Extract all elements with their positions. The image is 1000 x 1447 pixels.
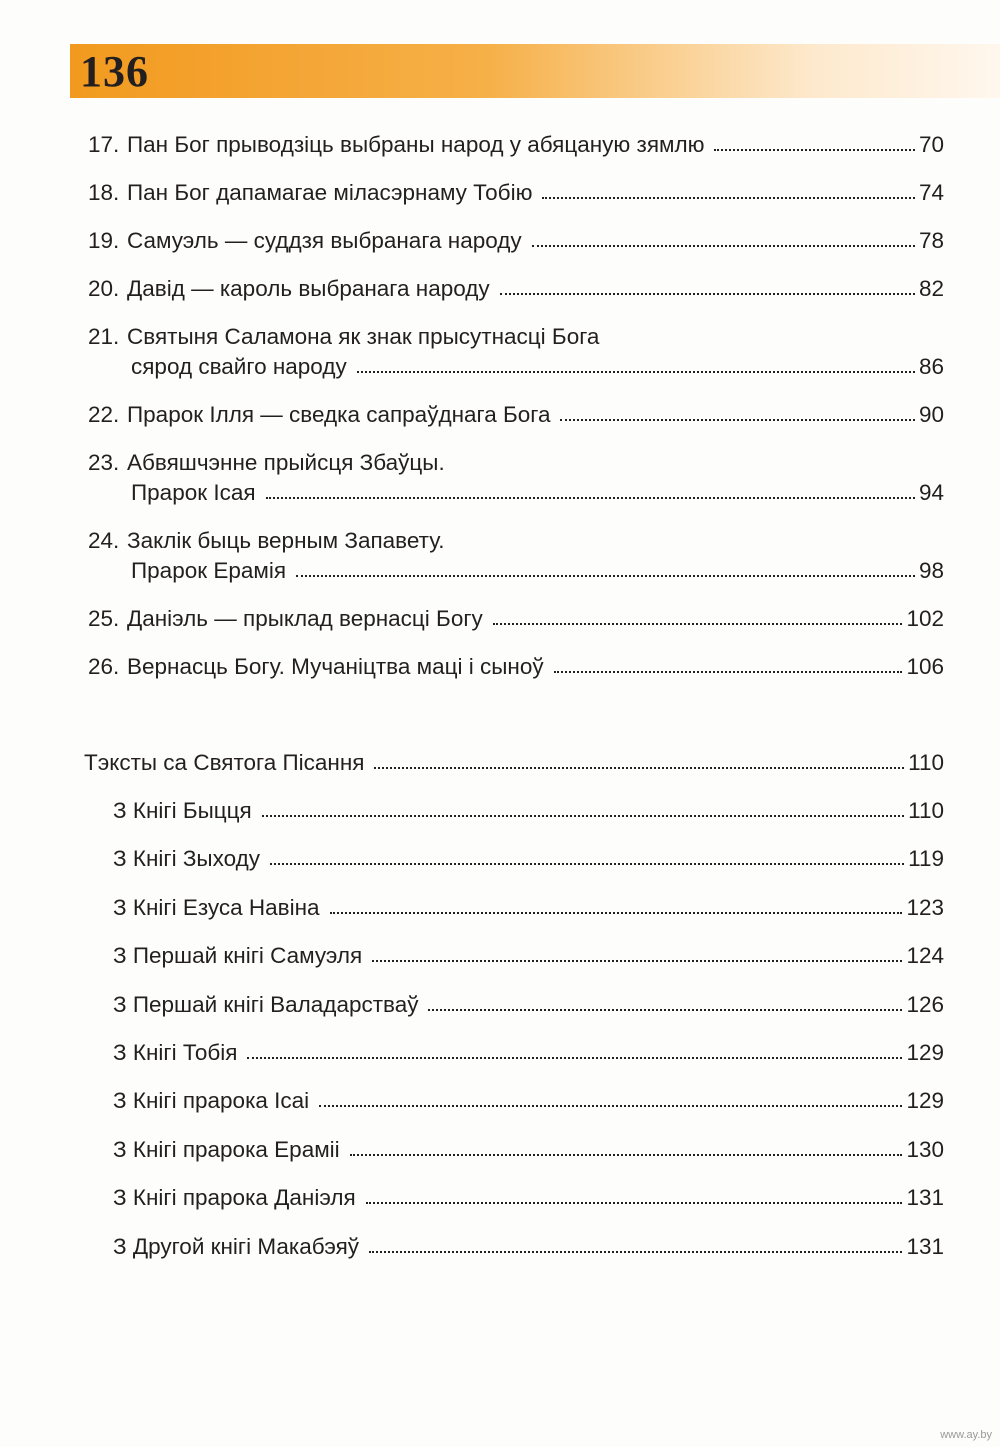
toc-item-title: З Другой кнігі Макабэяў xyxy=(113,1233,360,1259)
toc-item-title: З Першай кнігі Валадарстваў xyxy=(113,991,419,1017)
toc-subitem xyxy=(0,941,1000,971)
toc-subitem xyxy=(0,1038,1000,1068)
toc-item xyxy=(0,528,1000,586)
toc-subitem xyxy=(0,844,1000,874)
toc-item-title: Давід — кароль выбранага народу xyxy=(127,276,490,301)
toc-dot-leader xyxy=(266,497,915,499)
toc-item-page-number: 102 xyxy=(906,606,944,631)
toc-item-title: Даніэль — прыклад вернасці Богу xyxy=(127,606,483,631)
toc-item-number: 19. xyxy=(88,228,120,253)
toc-item-number: 25. xyxy=(88,606,120,631)
toc-dot-leader xyxy=(330,912,903,914)
toc-dot-leader xyxy=(270,863,904,865)
toc-item-title: Вернасць Богу. Мучаніцтва маці і сыноў xyxy=(127,654,544,679)
toc-item-page-number: 129 xyxy=(906,1088,944,1114)
toc-item-page-number: 78 xyxy=(918,228,944,253)
page-header-bar xyxy=(70,44,1000,98)
toc-item-title: Пан Бог дапамагае міласэрнаму Тобію xyxy=(127,180,533,205)
toc-subitem xyxy=(0,893,1000,923)
toc-item-page-number: 124 xyxy=(906,943,944,969)
watermark-text: www.ay.by xyxy=(940,1429,992,1441)
toc-item-page-number: 130 xyxy=(906,1136,944,1162)
toc-item-page-number: 70 xyxy=(918,132,944,157)
toc-item xyxy=(0,274,1000,304)
toc-item-page-number: 98 xyxy=(918,558,944,583)
toc-item-title: Тэксты са Святога Пісання xyxy=(84,750,365,775)
toc-item-number: 17. xyxy=(88,132,120,157)
toc-item-page-number: 131 xyxy=(906,1185,944,1211)
toc-item-title-line1: Абвяшчэнне прыйсця Збаўцы. xyxy=(127,450,445,475)
toc-item-page-number: 126 xyxy=(906,991,944,1017)
toc-item-page-number: 110 xyxy=(908,798,944,823)
toc-item-title-line1: Заклік быць верным Запавету. xyxy=(127,528,445,553)
toc-item-number: 20. xyxy=(88,276,120,301)
toc-item-page-number: 82 xyxy=(918,276,944,301)
toc-item-page-number: 119 xyxy=(908,846,944,872)
toc-item xyxy=(0,450,1000,508)
toc-item-title: З Кнігі прарока Ераміі xyxy=(113,1136,340,1162)
toc-item-title: Самуэль — суддзя выбранага народу xyxy=(127,228,522,253)
toc-item-page-number: 106 xyxy=(906,654,944,679)
toc-item-page-number: 90 xyxy=(918,402,944,427)
toc-item-page-number: 110 xyxy=(908,750,944,775)
toc-item-title: З Кнігі Зыходу xyxy=(113,846,260,872)
toc-item-page-number: 123 xyxy=(906,894,944,920)
toc-item-title: Прарок Ілля — сведка сапраўднага Бога xyxy=(127,402,551,427)
toc-item-number: 23. xyxy=(88,450,120,475)
toc-dot-leader xyxy=(560,419,914,421)
toc-item-title: сярод свайго народу xyxy=(131,354,347,379)
toc-subitem xyxy=(0,1183,1000,1213)
toc-dot-leader xyxy=(542,197,915,199)
toc-item-number: 26. xyxy=(88,654,120,679)
toc-item-page-number: 74 xyxy=(918,180,944,205)
toc-dot-leader xyxy=(366,1202,903,1204)
toc-item xyxy=(0,604,1000,634)
toc-dot-leader xyxy=(262,815,904,817)
toc-section-heading xyxy=(0,748,1000,778)
toc-item-title: З Кнігі Тобія xyxy=(113,1040,238,1065)
toc-dot-leader xyxy=(493,623,903,625)
toc-subitem xyxy=(0,1135,1000,1165)
toc-item-title: З Кнігі Езуса Навіна xyxy=(113,894,320,920)
toc-item xyxy=(0,652,1000,682)
toc-item-page-number: 129 xyxy=(906,1040,944,1065)
toc-item-title: Прарок Ерамія xyxy=(131,558,287,583)
toc-dot-leader xyxy=(369,1251,902,1253)
toc-item-title: Прарок Ісая xyxy=(131,480,256,505)
toc-dot-leader xyxy=(500,293,915,295)
toc-dot-leader xyxy=(357,371,915,373)
toc-item-number: 21. xyxy=(88,324,120,349)
toc-dot-leader xyxy=(247,1057,902,1059)
toc-dot-leader xyxy=(714,149,914,151)
toc-item-page-number: 94 xyxy=(918,480,944,505)
toc-dot-leader xyxy=(428,1009,902,1011)
toc-dot-leader xyxy=(350,1154,903,1156)
toc-dot-leader xyxy=(319,1105,902,1107)
toc-item-number: 18. xyxy=(88,180,120,205)
toc-dot-leader xyxy=(372,960,902,962)
toc-item-title: З Першай кнігі Самуэля xyxy=(113,943,363,969)
toc-item-title: З Кнігі прарока Даніэля xyxy=(113,1185,356,1211)
toc-item xyxy=(0,226,1000,256)
toc-dot-leader xyxy=(374,767,904,769)
toc-subitem xyxy=(0,1086,1000,1116)
toc-item-number: 22. xyxy=(88,402,120,427)
toc-subitem xyxy=(0,990,1000,1020)
toc-item-page-number: 131 xyxy=(906,1233,944,1259)
toc-dot-leader xyxy=(296,575,915,577)
page-number: 136 xyxy=(80,47,149,96)
toc-item-title: Пан Бог прыводзіць выбраны народ у абяцаную зямлю xyxy=(127,132,705,157)
toc-dot-leader xyxy=(554,671,903,673)
toc-item-number: 24. xyxy=(88,528,120,553)
toc-dot-leader xyxy=(532,245,915,247)
toc-item xyxy=(0,178,1000,208)
toc-subitem xyxy=(0,1232,1000,1262)
toc-item xyxy=(0,400,1000,430)
toc-item-title-line1: Святыня Саламона як знак прысутнасці Бога xyxy=(127,324,600,349)
toc-item-page-number: 86 xyxy=(918,354,944,379)
toc-item xyxy=(0,324,1000,382)
toc-subitem xyxy=(0,796,1000,826)
toc-item-title: З Кнігі Быцця xyxy=(113,798,252,823)
toc-item-title: З Кнігі прарока Ісаі xyxy=(113,1088,310,1114)
toc-item xyxy=(0,130,1000,160)
